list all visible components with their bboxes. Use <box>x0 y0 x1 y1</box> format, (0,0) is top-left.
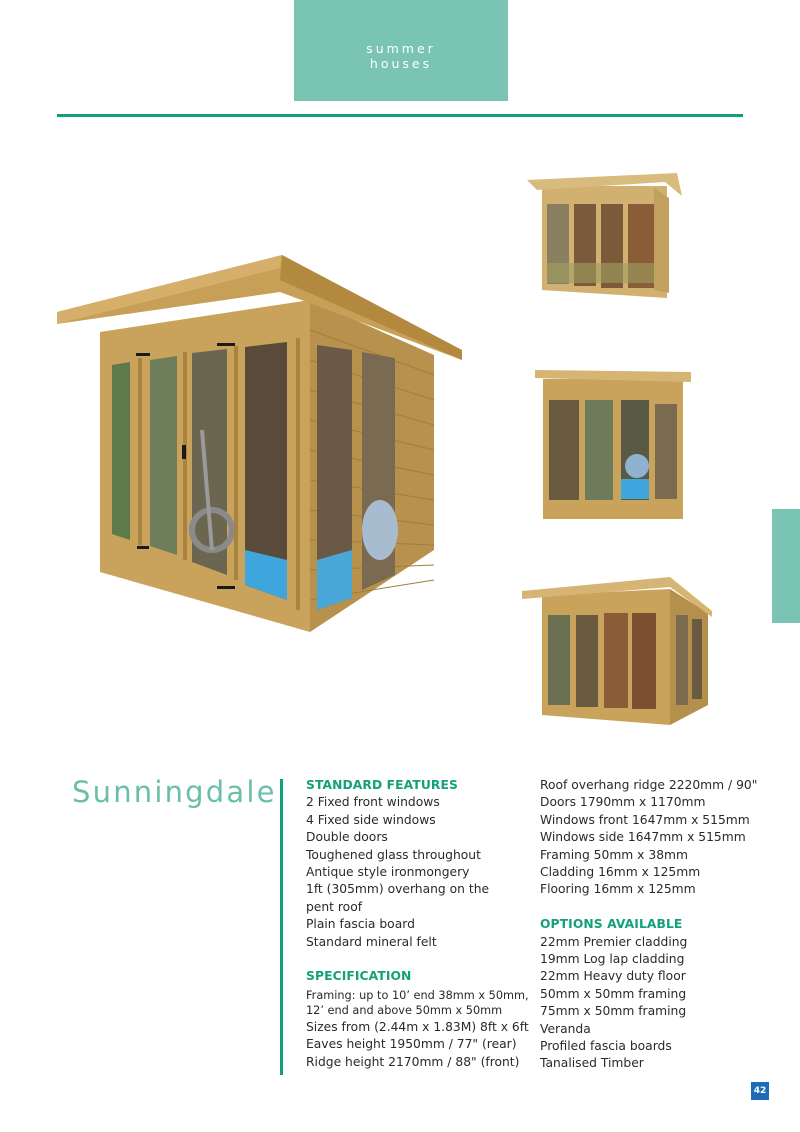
product-title: Sunningdale <box>72 775 277 809</box>
thumbnail-summerhouse-1 <box>527 168 683 300</box>
spec-item: Roof overhang ridge 2220mm / 90" <box>540 778 758 792</box>
option-item: 50mm x 50mm framing <box>540 986 687 1001</box>
content-divider <box>280 779 283 1075</box>
page-number-badge: 42 <box>751 1082 769 1100</box>
spec-item: Windows front 1647mm x 515mm <box>540 812 750 827</box>
features-column <box>306 777 531 1071</box>
feature-item: Toughened glass throughout <box>306 847 481 862</box>
feature-item: 4 Fixed side windows <box>306 812 436 827</box>
feature-item: 2 Fixed front windows <box>306 795 440 810</box>
option-item: 75mm x 50mm framing <box>540 1004 687 1019</box>
option-item: 19mm Log lap cladding <box>540 952 685 967</box>
feature-item: Standard mineral felt <box>306 934 437 949</box>
option-item: 22mm Heavy duty floor <box>540 969 686 984</box>
spec-item: Windows side 1647mm x 515mm <box>540 830 746 845</box>
spec-item: Flooring 16mm x 125mm <box>540 882 696 897</box>
spec-framing-line1: Framing: up to 10’ end 38mm x 50mm, <box>306 988 529 1002</box>
feature-item: pent roof <box>306 899 363 914</box>
specification-heading: SPECIFICATION <box>306 969 412 984</box>
header-divider <box>57 114 743 117</box>
spec-item: Ridge height 2170mm / 88" (front) <box>306 1054 520 1069</box>
feature-item: Double doors <box>306 830 388 845</box>
spec-options-column <box>540 777 770 1073</box>
thumbnail-summerhouse-2 <box>535 364 691 522</box>
main-summerhouse-photo <box>52 250 464 635</box>
feature-item: Plain fascia board <box>306 917 415 932</box>
option-item: 22mm Premier cladding <box>540 934 688 949</box>
section-title-line1: summer <box>366 41 436 56</box>
feature-item: Antique style ironmongery <box>306 865 470 880</box>
options-heading: OPTIONS AVAILABLE <box>540 917 683 932</box>
standard-features-heading: STANDARD FEATURES <box>306 778 458 792</box>
spec-framing-line2: 12’ end and above 50mm x 50mm <box>306 1004 503 1018</box>
option-item: Veranda <box>540 1021 591 1036</box>
feature-item: 1ft (305mm) overhang on the <box>306 882 490 897</box>
side-section-tab <box>772 509 800 623</box>
spec-item: Doors 1790mm x 1170mm <box>540 795 706 810</box>
option-item: Tanalised Timber <box>540 1056 644 1071</box>
option-item: Profiled fascia boards <box>540 1039 672 1054</box>
section-title-line2: houses <box>369 56 433 71</box>
spec-item: Cladding 16mm x 125mm <box>540 865 701 880</box>
spec-item: Sizes from (2.44m x 1.83M) 8ft x 6ft <box>306 1019 529 1034</box>
thumbnail-summerhouse-3 <box>520 575 715 727</box>
spec-item: Eaves height 1950mm / 77" (rear) <box>306 1037 517 1052</box>
section-header-tab <box>294 0 508 101</box>
spec-item: Framing 50mm x 38mm <box>540 847 688 862</box>
